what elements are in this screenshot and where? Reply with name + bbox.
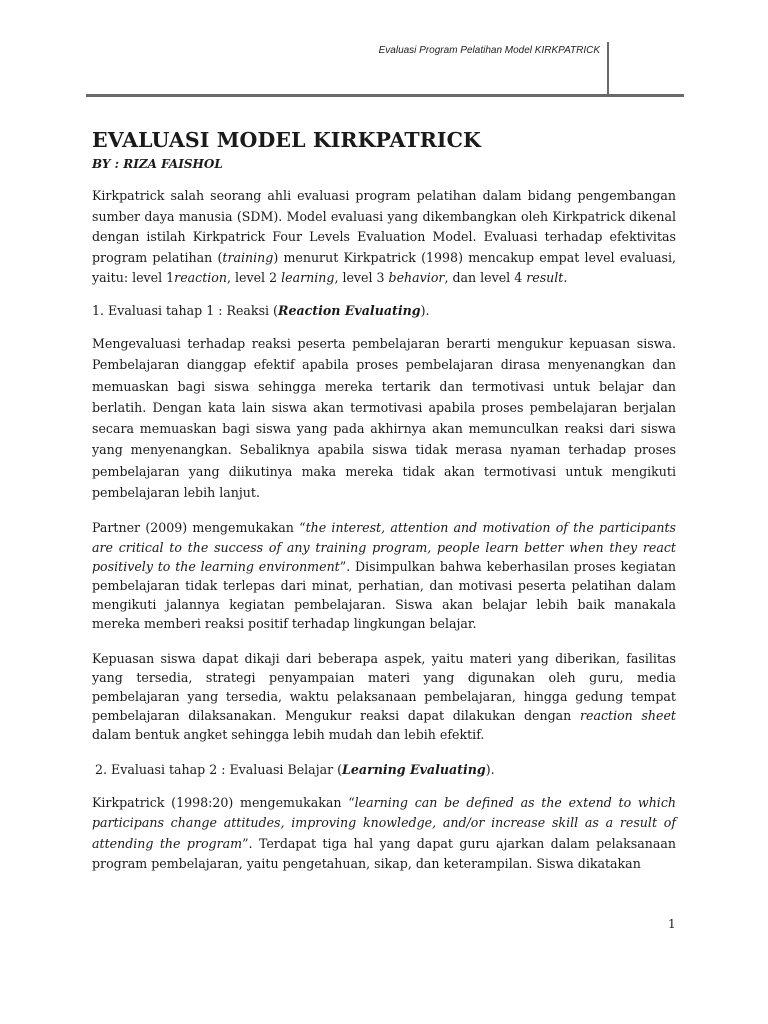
section-1-prefix: 1. Evaluasi tahap 1 : Reaksi ( [92, 302, 278, 318]
section-1-suffix: ). [420, 302, 430, 318]
intro-term-training: training [222, 249, 274, 265]
document-author: BY : RIZA FAISHOL [92, 157, 223, 171]
section-heading-2 [95, 760, 676, 780]
partner-text-2: ”. Disimpulkan bahwa keberhasilan proses kegiatan pembelajaran tidak terlepas dari minat, perhatian, dan motivasi peserta pelatihan dalam mengikuti jalannya kegiatan pembelajaran. Siswa akan belajar lebih baik manakala mereka memberi reaksi positif terhadap lingkungan belajar. [92, 558, 676, 632]
paragraph-learning-quote [92, 793, 676, 875]
intro-text-4: , level 3 [334, 270, 389, 286]
document-title: EVALUASI MODEL KIRKPATRICK [92, 128, 481, 152]
document-body [92, 124, 676, 875]
intro-term-result: result. [526, 270, 568, 286]
header-horizontal-rule [86, 94, 684, 97]
running-header-title: Evaluasi Program Pelatihan Model KIRKPATRICK [378, 45, 600, 56]
section-2-term: Learning Evaluating [342, 761, 486, 777]
intro-term-behavior: behavior [388, 270, 445, 286]
satisfaction-text-1: Kepuasan siswa dapat dikaji dari beberapa aspek, yaitu materi yang diberikan, fasilitas yang tersedia, strategi penyampaian materi yang digunakan oleh guru, media pembelajaran yang tersedia, waktu pelaksanaan pembelajaran, hingga gedung tempat pembelajaran dilaksanakan. Mengukur reaksi dapat dilakukan dengan [92, 650, 676, 724]
intro-paragraph [92, 186, 676, 289]
section-2-suffix: ). [485, 761, 495, 777]
satisfaction-term-reaction-sheet: reaction sheet [579, 708, 676, 724]
learning-text-2: ”. Terdapat tiga hal yang dapat guru ajarkan dalam pelaksanaan program pembelajaran, yaitu pengetahuan, sikap, dan keterampilan. Siswa dikatakan [92, 835, 676, 872]
intro-term-learning: learning [281, 270, 335, 286]
intro-text-5: , dan level 4 [444, 270, 527, 286]
partner-quote: the interest, attention and motivation of the participants are critical to the success of any training program, people learn better when they react positively to the learning environment [92, 520, 677, 574]
section-heading-1 [92, 301, 676, 321]
partner-text-1: Partner (2009) mengemukakan “ [92, 520, 306, 536]
learning-quote: learning can be defined as the extend to which participans change attitudes, improving knowledge, and/or increase skill as a result of attending the program [92, 794, 676, 851]
intro-text-3: , level 2 [227, 270, 282, 286]
intro-term-reaction: reaction [174, 270, 227, 286]
paragraph-partner-quote [92, 518, 676, 633]
intro-text-2: ) menurut Kirkpatrick (1998) mencakup empat level evaluasi, yaitu: level 1 [92, 249, 676, 286]
page-number: 1 [668, 917, 676, 931]
paragraph-reaction: Mengevaluasi terhadap reaksi peserta pembelajaran berarti mengukur kepuasan siswa. Pembelajaran dianggap efektif apabila proses pembelajaran dirasa menyenangkan dan memuaskan bagi siswa sehingga mereka tertarik dan termotivasi untuk belajar dan berlatih. Dengan kata lain siswa akan termotivasi apabila proses pembelajaran berjalan secara memuaskan bagi siswa yang pada akhirnya akan memunculkan reaksi dari siswa yang menyenangkan. Sebaliknya apabila siswa tidak merasa nyaman terhadap proses pembelajaran yang diikutinya maka mereka tidak akan termotivasi untuk mengikuti pembelajaran lebih lanjut. [92, 335, 676, 501]
section-2-prefix: 2. Evaluasi tahap 2 : Evaluasi Belajar ( [95, 761, 343, 777]
header-vertical-rule [607, 42, 609, 95]
intro-text-1: Kirkpatrick salah seorang ahli evaluasi program pelatihan dalam bidang pengembangan sumber daya manusia (SDM). Model evaluasi yang dikembangkan oleh Kirkpatrick dikenal dengan istilah Kirkpatrick Four Levels Evaluation Model. Evaluasi terhadap efektivitas program pelatihan ( [92, 188, 676, 265]
learning-text-1: Kirkpatrick (1998:20) mengemukakan “ [92, 794, 355, 810]
section-1-term: Reaction Evaluating [277, 302, 421, 318]
satisfaction-text-2: dalam bentuk angket sehingga lebih mudah dan lebih efektif. [92, 727, 485, 743]
paragraph-satisfaction [92, 649, 676, 745]
